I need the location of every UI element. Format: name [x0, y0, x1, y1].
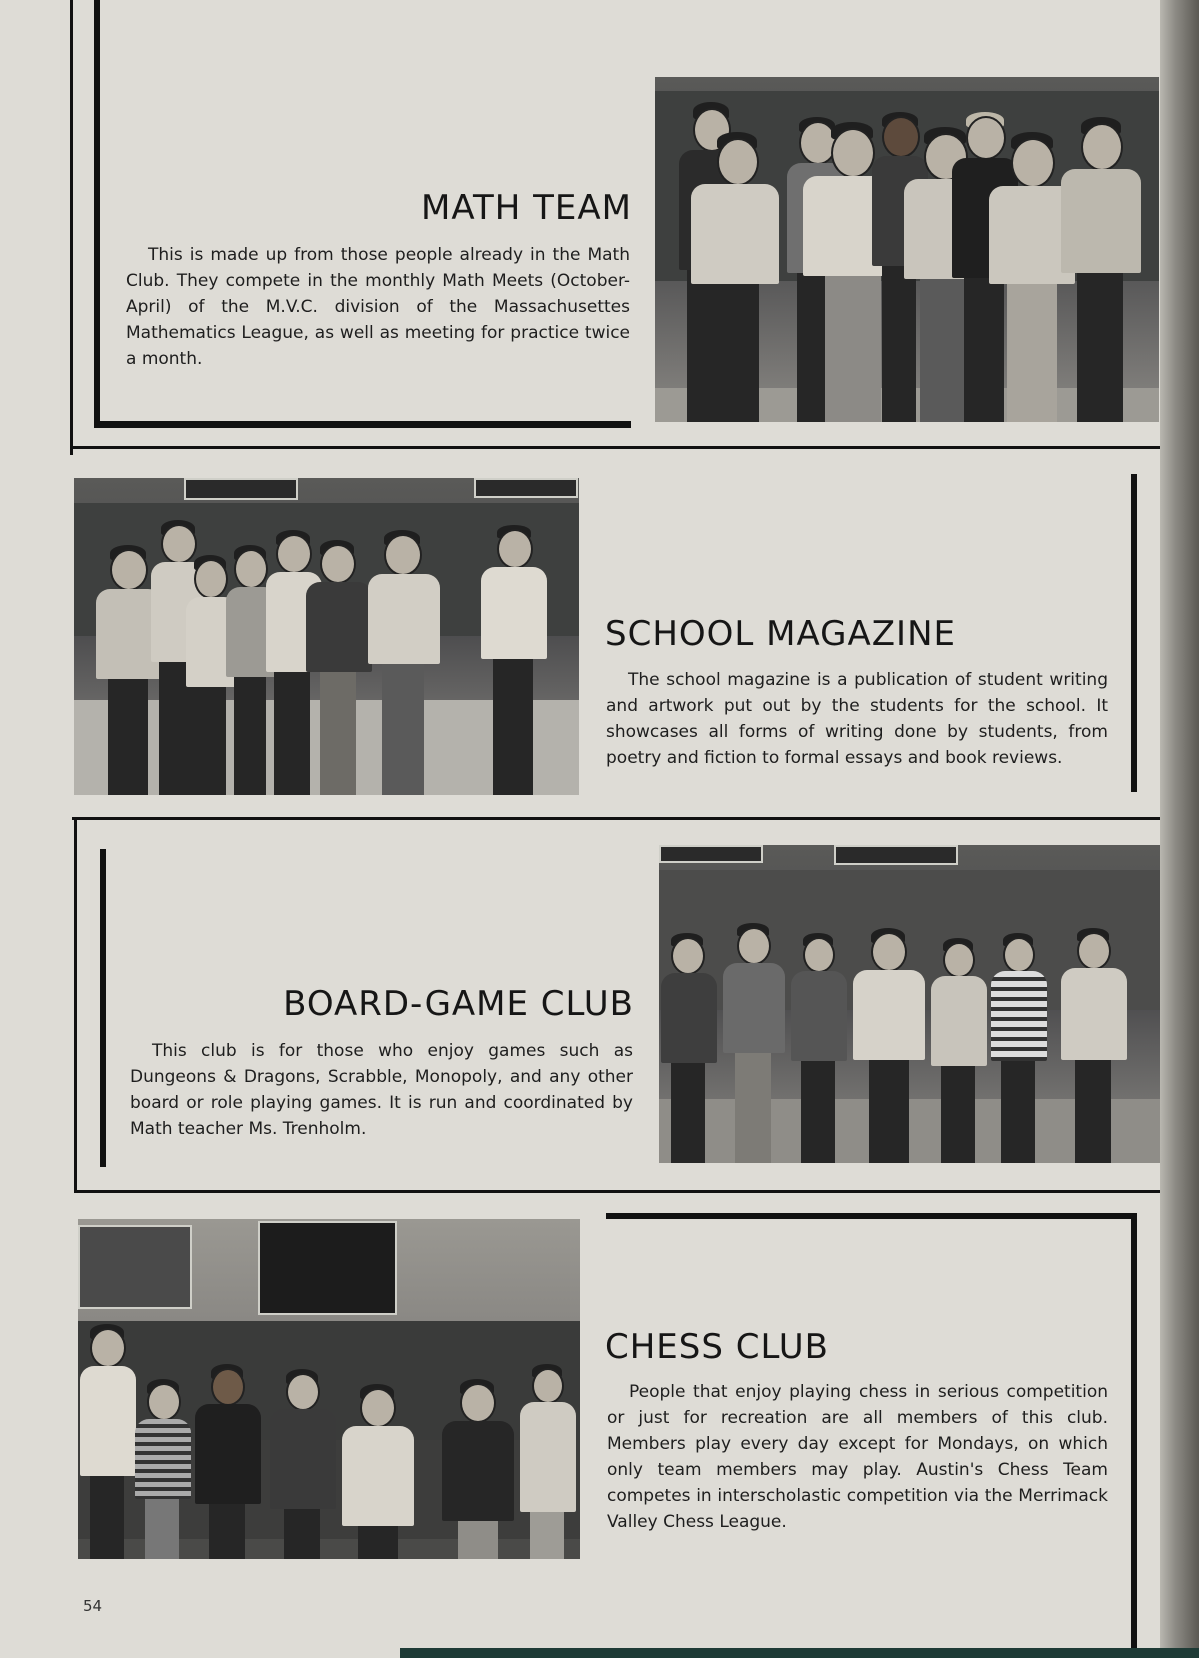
section3-inner-rule	[100, 849, 106, 1167]
section4-top-rule	[606, 1213, 1137, 1219]
book-spine	[1160, 0, 1199, 1658]
chess-club-photo	[78, 1219, 580, 1559]
board-game-club-description: This club is for those who enjoy games such as Dungeons & Dragons, Scrabble, Monopoly, and any other board or role playing games. It is run and coordinated by Math teacher Ms. Trenholm.	[130, 1041, 633, 1139]
math-team-description: This is made up from those people already in the Math Club. They compete in the monthly Math Meets (October-April) of the M.V.C. division of the Massachusettes Mathematics League, as well as meeting for practice twice a month.	[126, 245, 630, 369]
section1-left-rule	[70, 0, 73, 455]
section1-bottom-rule	[94, 421, 631, 428]
school-magazine-description: The school magazine is a publication of student writing and artwork put out by the students for the school. It showcases all forms of writing done by students, from poetry and fiction to formal essays and book reviews.	[606, 670, 1108, 768]
school-magazine-photo	[74, 478, 579, 795]
math-team-photo	[655, 77, 1159, 422]
board-game-club-heading: BOARD-GAME CLUB	[283, 984, 634, 1024]
section1-inner-rule	[94, 0, 100, 428]
school-magazine-heading: SCHOOL MAGAZINE	[605, 614, 956, 654]
section2-inner-rule	[1131, 474, 1137, 792]
section2-top-rule	[70, 446, 1162, 449]
math-team-heading: MATH TEAM	[421, 188, 632, 228]
page-number: 54	[83, 1597, 103, 1615]
section4-right-inner-rule	[1131, 1213, 1137, 1658]
book-edge	[400, 1648, 1199, 1658]
chess-club-description: People that enjoy playing chess in serious competition or just for recreation are all members of this club. Members play every day except for Mondays, on which only team members may play. Austin's Chess Team competes in interscholastic competition via the Merrimack Valley Chess League.	[607, 1382, 1108, 1532]
section2-bottom-rule	[72, 817, 1163, 820]
section3-top-rule	[74, 820, 77, 1193]
board-game-club-photo	[659, 845, 1160, 1163]
section3-bottom-rule	[76, 1190, 1163, 1193]
chess-club-heading: CHESS CLUB	[605, 1327, 829, 1367]
